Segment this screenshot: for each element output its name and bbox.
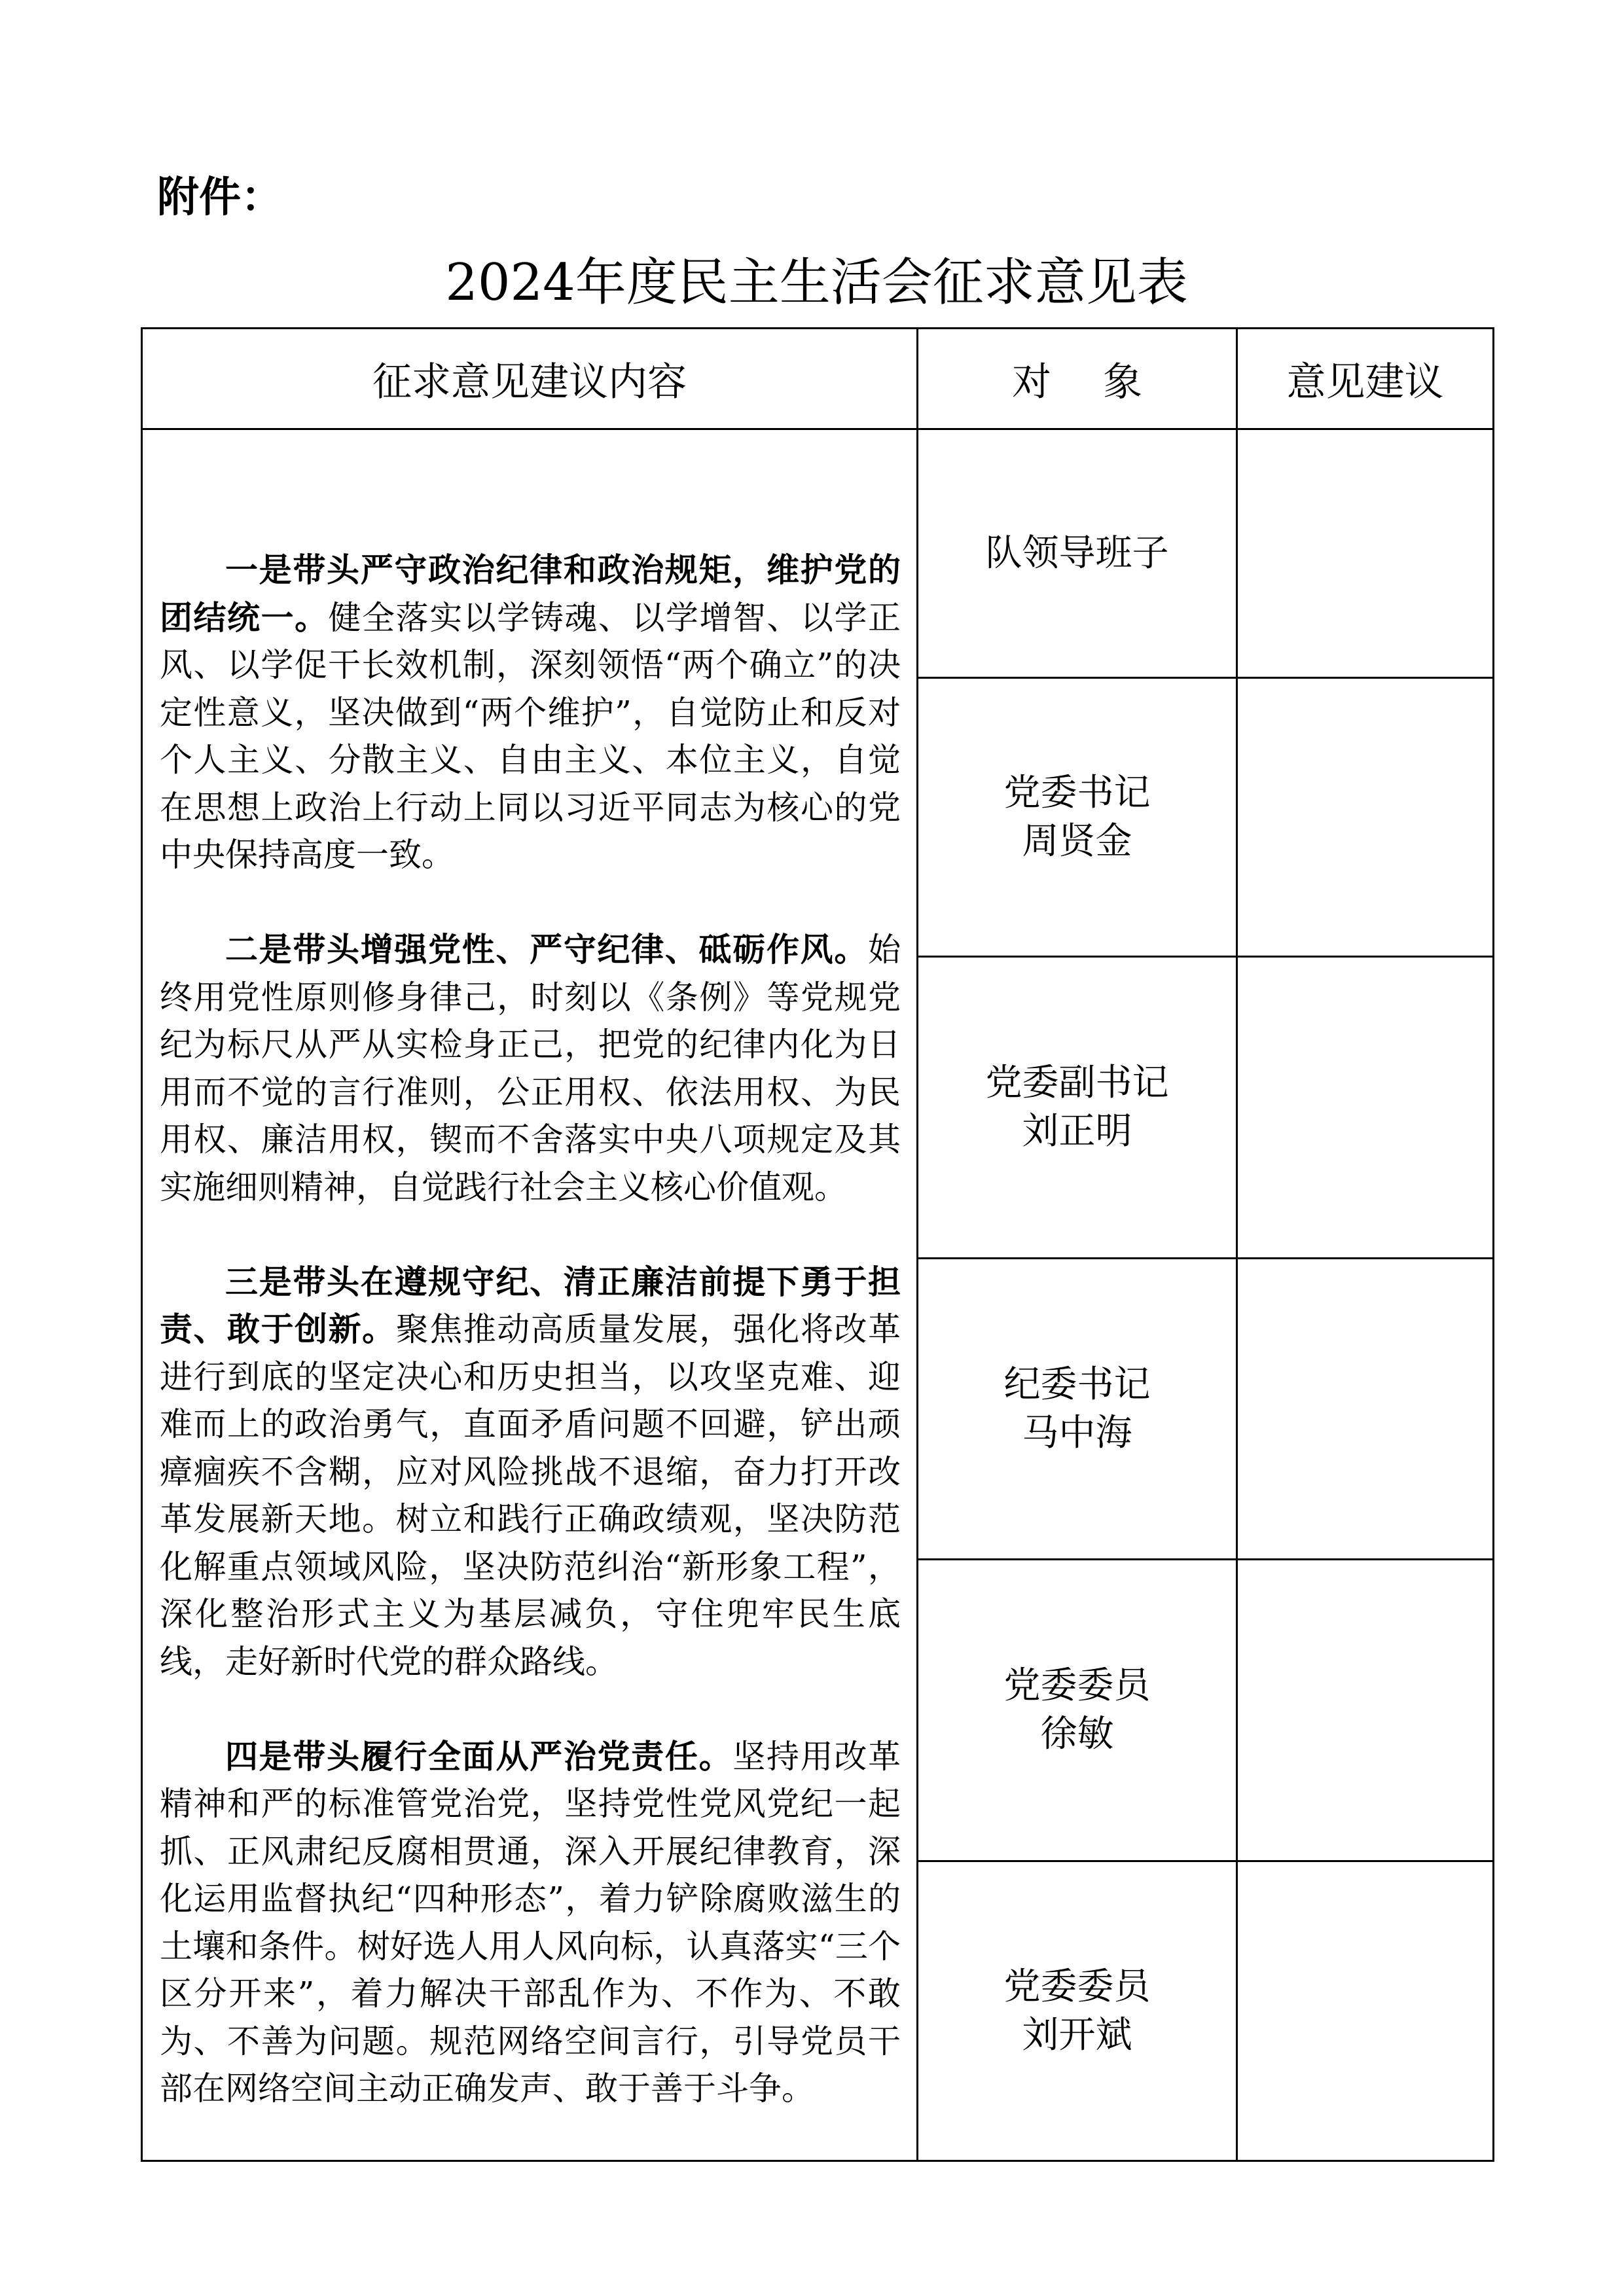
- target-cell: [918, 1560, 1237, 1861]
- table-row: [142, 429, 1494, 678]
- content-paragraph: [160, 547, 901, 879]
- paragraph-lead: 一是带头严守政治纪律和政治规矩，维护党的团结统一。: [160, 550, 901, 637]
- header-target: 对 象: [918, 329, 1237, 429]
- table-header-row: [142, 329, 1494, 429]
- content-paragraph: [160, 1259, 901, 1686]
- content-paragraph: [160, 926, 901, 1211]
- opinion-input-cell[interactable]: [1237, 1560, 1494, 1861]
- attachment-label: 附件：: [157, 173, 283, 222]
- target-cell: [918, 678, 1237, 957]
- target-cell: [918, 956, 1237, 1258]
- paragraph-lead: 二是带头增强党性、严守纪律、砥砺作风。: [225, 930, 868, 969]
- opinion-form-table: [141, 327, 1494, 2162]
- target-cell: [918, 1861, 1237, 2161]
- paragraph-lead: 三是带头在遵规守纪、清正廉洁前提下勇于担责、敢于创新。: [160, 1262, 901, 1348]
- header-content: 征求意见建议内容: [142, 329, 918, 429]
- content-cell: [142, 429, 918, 2161]
- target-name: 刘正明: [1022, 1109, 1132, 1153]
- page-title: 2024年度民主生活会征求意见表: [445, 253, 1188, 312]
- target-title: 党委副书记: [985, 1061, 1169, 1104]
- header-opinion: 意见建议: [1237, 329, 1494, 429]
- target-name: 周贤金: [1022, 819, 1132, 863]
- target-title: 队领导班子: [985, 531, 1169, 575]
- opinion-input-cell[interactable]: [1237, 678, 1494, 957]
- target-title: 党委书记: [1003, 771, 1151, 814]
- target-name: 刘开斌: [1022, 2013, 1132, 2056]
- opinion-input-cell[interactable]: [1237, 956, 1494, 1258]
- opinion-input-cell[interactable]: [1237, 1258, 1494, 1560]
- paragraph-body: 健全落实以学铸魂、以学增智、以学正风、以学促干长效机制，深刻领悟“两个确立”的决定性意义，坚决做到“两个维护”，自觉防止和反对个人主义、分散主义、自由主义、本位主义，自觉在思想上政治上行动上同以习近平同志为核心的党中央保持高度一致。: [160, 598, 901, 874]
- paragraph-body: 聚焦推动高质量发展，强化将改革进行到底的坚定决心和历史担当，以攻坚克难、迎难而上的政治勇气，直面矛盾问题不回避，铲出顽瘴痼疾不含糊，应对风险挑战不退缩，奋力打开改革发展新天地。树立和践行正确政绩观，坚决防范化解重点领域风险，坚决防范纠治“新形象工程”，深化整治形式主义为基层减负，守住兜牢民生底线，走好新时代党的群众路线。: [160, 1310, 901, 1681]
- target-name: 徐敏: [1040, 1713, 1114, 1756]
- paragraph-lead: 四是带头履行全面从严治党责任。: [225, 1736, 733, 1776]
- target-title: 党委委员: [1003, 1965, 1151, 2008]
- paragraph-body: 始终用党性原则修身律己，时刻以《条例》等党规党纪为标尺从严从实检身正己，把党的纪律内化为日用而不觉的言行准则，公正用权、依法用权、为民用权、廉洁用权，锲而不舍落实中央八项规定及其实施细则精神，自觉践行社会主义核心价值观。: [160, 931, 901, 1206]
- target-cell: [918, 429, 1237, 678]
- target-cell: [918, 1258, 1237, 1560]
- target-title: 党委委员: [1003, 1664, 1151, 1708]
- paragraph-body: 坚持用改革精神和严的标准管党治党，坚持党性党风党纪一起抓、正风肃纪反腐相贯通，深入开展纪律教育，深化运用监督执纪“四种形态”，着力铲除腐败滋生的土壤和条件。树好选人用人风向标，认真落实“三个区分开来”，着力解决干部乱作为、不作为、不敢为、不善为问题。规范网络空间言行，引导党员干部在网络空间主动正确发声、敢于善于斗争。: [160, 1737, 901, 2108]
- target-title: 纪委书记: [1003, 1363, 1151, 1406]
- opinion-input-cell[interactable]: [1237, 1861, 1494, 2161]
- opinion-input-cell[interactable]: [1237, 429, 1494, 678]
- content-paragraph: [160, 1733, 901, 2113]
- target-name: 马中海: [1022, 1411, 1132, 1454]
